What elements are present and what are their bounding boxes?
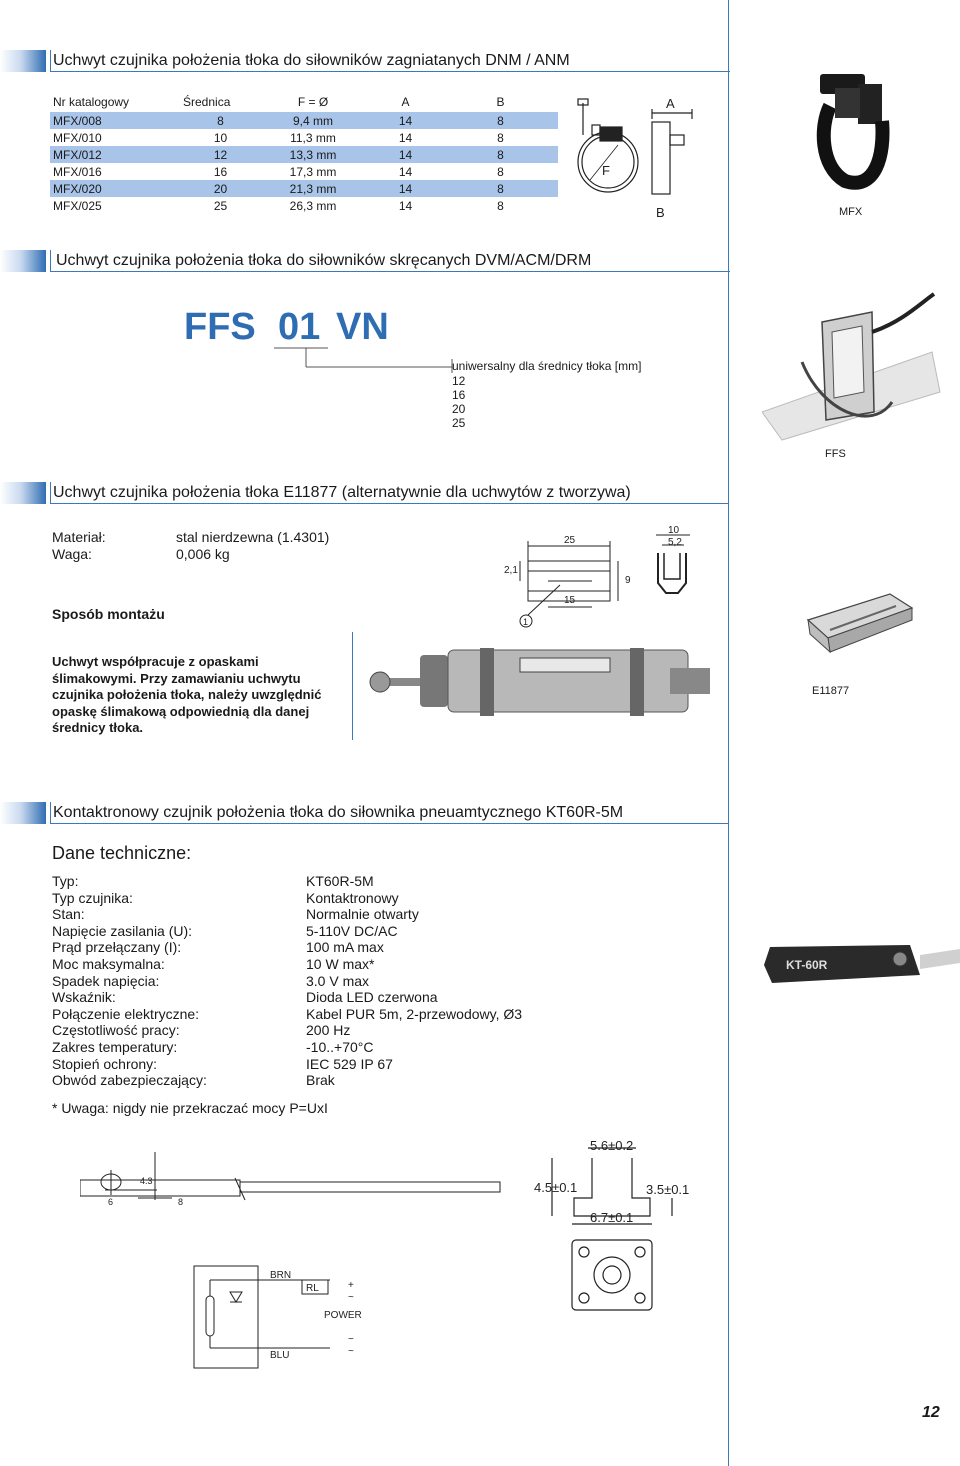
spec-label: Zakres temperatury: (52, 1039, 178, 1055)
ffs-size: 20 (452, 402, 466, 416)
spec-label: Stan: (52, 906, 85, 923)
table-row: MFX/010 10 11,3 mm 14 8 (53, 130, 504, 145)
svg-text:−: − (348, 1334, 354, 1345)
spec-label: Częstotliwość pracy: (52, 1022, 180, 1039)
svg-text:B: B (656, 205, 665, 220)
spec-label: Typ: (52, 873, 79, 889)
kt60r-sensor-photo (760, 935, 960, 995)
ffs-size: 16 (452, 388, 466, 402)
spec-label: Obwód zabezpieczający: (52, 1072, 207, 1089)
table-row: MFX/016 16 17,3 mm 14 8 (53, 164, 504, 179)
svg-text:8: 8 (178, 1197, 184, 1207)
table-row: MFX/012 12 13,3 mm 14 8 (50, 146, 558, 163)
svg-text:15: 15 (564, 595, 576, 606)
spec-value: Kontaktronowy (306, 889, 399, 906)
spec-label: Spadek napięcia: (52, 972, 160, 989)
svg-text:A: A (666, 96, 675, 111)
svg-text:POWER: POWER (324, 1310, 362, 1321)
svg-text:1: 1 (523, 617, 529, 627)
page-margin-rule (728, 0, 729, 1466)
section-title-text: Uchwyt czujnika położenia tłoka do siłowników zagniatanych DNM / ANM (53, 52, 570, 69)
spec-value: Kabel PUR 5m, 2-przewodowy, Ø3 (306, 1005, 523, 1022)
spec-label: Typ czujnika: (52, 889, 133, 906)
mounting-divider (352, 632, 353, 740)
mfx-clamp-photo (800, 66, 900, 206)
svg-text:3.5±0.1: 3.5±0.1 (646, 1182, 690, 1197)
svg-text:KT-60R: KT-60R (786, 958, 828, 972)
svg-text:9: 9 (625, 575, 631, 586)
table-header-row: Nr katalogowy Średnica F = Ø A B (53, 95, 505, 109)
mfx-caption: MFX (839, 206, 863, 218)
svg-text:25: 25 (564, 535, 576, 546)
mfx-dimension-drawing (570, 95, 700, 225)
ffs-code-prefix: FFS (184, 306, 256, 348)
svg-text:RL: RL (306, 1283, 319, 1294)
kt60r-profile-drawing (532, 1136, 712, 1321)
weight-label: Waga: (52, 546, 92, 562)
spec-value: Brak (306, 1072, 335, 1089)
kt60r-side-drawing (80, 1150, 510, 1210)
ffs-size: 25 (452, 416, 466, 430)
ffs-bracket-photo (762, 292, 942, 442)
material-value: stal nierdzewna (1.4301) (176, 529, 330, 545)
ffs-caption: FFS (825, 448, 846, 460)
spec-label: Napięcie zasilania (U): (52, 922, 193, 939)
ffs-code-variant: 01 (278, 306, 321, 348)
spec-value: 200 Hz (306, 1022, 351, 1039)
ffs-size: 12 (452, 374, 466, 388)
tech-data-heading: Dane techniczne: (52, 843, 192, 863)
svg-text:5.6±0.2: 5.6±0.2 (590, 1138, 634, 1153)
spec-label: Moc maksymalna: (52, 956, 165, 972)
section-title-text: Uchwyt czujnika położenia tłoka do siłowników skręcanych DVM/ACM/DRM (56, 252, 592, 269)
svg-text:~: ~ (348, 1292, 354, 1303)
svg-text:6: 6 (108, 1197, 114, 1207)
power-note: * Uwaga: nigdy nie przekraczać mocy P=UxI (52, 1100, 328, 1116)
table-row: MFX/025 25 26,3 mm 14 8 (53, 198, 504, 213)
section-title-text: Uchwyt czujnika położenia tłoka E11877 (alternatywnie dla uchwytów z tworzywa) (53, 484, 631, 501)
mfx-table (50, 92, 558, 214)
ffs-code-suffix: VN (336, 306, 389, 348)
table-row: MFX/008 8 9,4 mm 14 8 (50, 112, 558, 129)
spec-value: Normalnie otwarty (306, 906, 419, 923)
spec-label: Wskaźnik: (52, 989, 116, 1006)
spec-value: KT60R-5M (306, 873, 374, 889)
section-title-e11877 (0, 482, 730, 504)
svg-text:5,2: 5,2 (668, 537, 682, 548)
spec-label: Stopień ochrony: (52, 1055, 158, 1072)
spec-label: Prąd przełączany (I): (52, 939, 182, 956)
spec-value: 5-110V DC/AC (306, 922, 398, 939)
section-title-mfx (0, 50, 730, 72)
svg-text:BRN: BRN (270, 1270, 292, 1281)
svg-text:4.5±0.1: 4.5±0.1 (534, 1180, 578, 1195)
svg-text:4.3: 4.3 (140, 1176, 153, 1186)
e11877-dimension-drawing (500, 523, 710, 633)
svg-text:BLU: BLU (270, 1350, 290, 1361)
material-label: Materiał: (52, 529, 106, 545)
spec-label: Połączenie elektryczne: (52, 1005, 200, 1022)
page-number: 12 (922, 1404, 940, 1421)
weight-value: 0,006 kg (176, 546, 230, 562)
ffs-description: uniwersalny dla średnicy tłoka [mm] (452, 359, 642, 373)
e11877-bracket-photo (800, 580, 920, 675)
spec-value: -10..+70°C (306, 1039, 374, 1055)
kt60r-circuit-diagram (190, 1262, 390, 1372)
svg-text:6.7±0.1: 6.7±0.1 (590, 1210, 634, 1225)
mounting-text: Uchwyt współpracuje z opaskami ślimakowymi. Przy zamawianiu uchwytu czujnika położenia tłoka, należy uwzględnić opaskę ślimakową odpowiednią dla danej średnicy tłoka. (52, 654, 322, 735)
section-title-kt60r (0, 802, 730, 824)
spec-value: 10 W max* (306, 956, 375, 972)
table-row: MFX/020 20 21,3 mm 14 8 (50, 180, 558, 197)
svg-text:F: F (602, 163, 610, 178)
spec-value: Dioda LED czerwona (306, 989, 438, 1006)
spec-value: 3.0 V max (306, 972, 370, 989)
section-title-text: Kontaktronowy czujnik położenia tłoka do siłownika pneuamtycznego KT60R-5M (53, 804, 624, 821)
svg-text:2,1: 2,1 (504, 565, 518, 576)
cylinder-mount-photo (360, 630, 720, 740)
spec-value: IEC 529 IP 67 (306, 1055, 393, 1072)
section-title-ffs (0, 250, 730, 272)
svg-text:+: + (348, 1280, 354, 1291)
e11877-caption: E11877 (812, 685, 850, 697)
ffs-code-leader (270, 345, 460, 375)
svg-text:~: ~ (348, 1346, 354, 1357)
mounting-heading: Sposób montażu (52, 606, 165, 622)
spec-value: 100 mA max (306, 939, 384, 956)
svg-text:10: 10 (668, 525, 680, 536)
